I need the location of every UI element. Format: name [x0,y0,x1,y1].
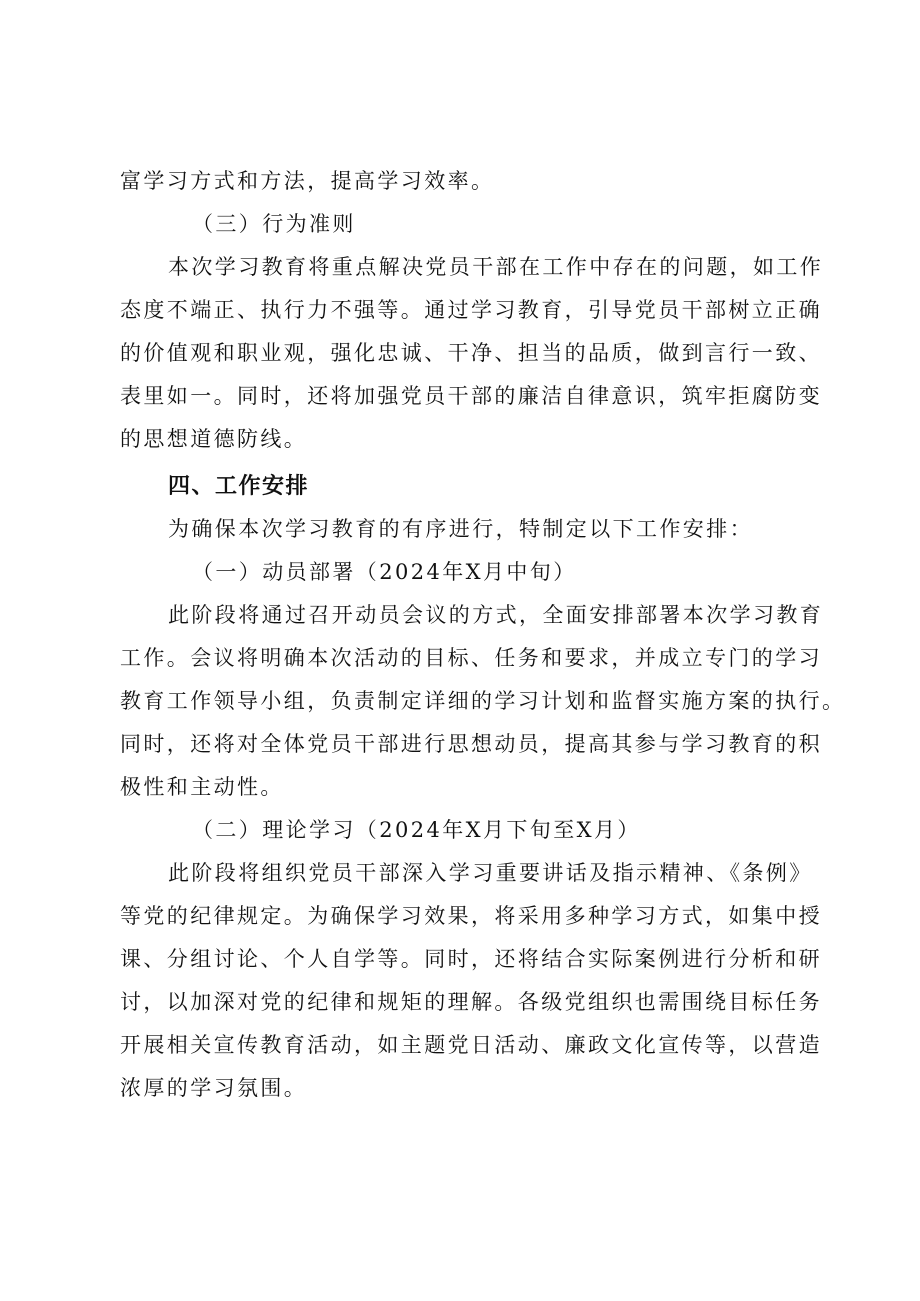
subsection-heading-mobilization: （一）动员部署（2024年X月中旬） [192,560,577,584]
subsection-heading-conduct: （三）行为准则 [192,212,356,236]
paragraph-line: 富学习方式和方法，提高学习效率。 [120,169,495,193]
paragraph-line: 表里如一。同时，还将加强党员干部的廉洁自律意识，筑牢拒腐防变 [120,384,822,408]
paragraph-line: 此阶段将通过召开动员会议的方式，全面安排部署本次学习教育 [168,603,824,627]
paragraph-line: 此阶段将组织党员干部深入学习重要讲话及指示精神、《条例》 [168,861,813,885]
continuation-paragraph [120,160,820,203]
paragraph-line: 极性和主动性。 [120,775,284,799]
subsection-heading-theory: （二）理论学习（2024年X月下旬至X月） [192,818,641,842]
paragraph-line: 开展相关宣传教育活动，如主题党日活动、廉政文化宣传等，以营造 [120,1033,822,1057]
paragraph-line: 本次学习教育将重点解决党员干部在工作中存在的问题，如工作 [168,255,824,279]
paragraph-line: 态度不端正、执行力不强等。通过学习教育，引导党员干部树立正确 [120,298,822,322]
section-heading-work-arrangement: 四、工作安排 [168,474,310,499]
paragraph-line: 课、分组讨论、个人自学等。同时，还将结合实际案例进行分析和研 [120,947,822,971]
conduct-paragraph [120,246,824,461]
paragraph-line: 教育工作领导小组，负责制定详细的学习计划和监督实施方案的执行。 [120,689,846,713]
mobilization-paragraph [120,594,846,809]
paragraph-line: 讨，以加深对党的纪律和规矩的理解。各级党组织也需围绕目标任务 [120,990,822,1014]
paragraph-line: 等党的纪律规定。为确保学习效果，将采用多种学习方式，如集中授 [120,904,822,928]
theory-paragraph [120,852,820,1110]
section-intro: 为确保本次学习教育的有序进行，特制定以下工作安排： [168,517,753,541]
paragraph-line: 的思想道德防线。 [120,427,308,451]
paragraph-line: 同时，还将对全体党员干部进行思想动员，提高其参与学习教育的积 [120,732,822,756]
paragraph-line: 的价值观和职业观，强化忠诚、干净、担当的品质，做到言行一致、 [120,341,822,365]
document-body [120,160,846,1110]
paragraph-line: 工作。会议将明确本次活动的目标、任务和要求，并成立专门的学习 [120,646,822,670]
paragraph-line: 浓厚的学习氛围。 [120,1076,308,1100]
